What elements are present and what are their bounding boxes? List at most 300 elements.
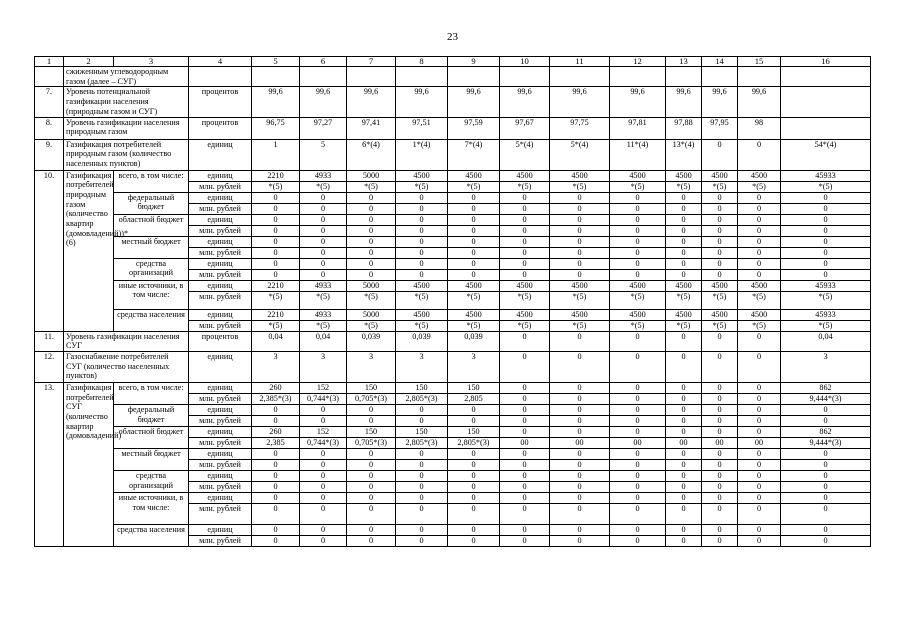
value-cell: *(5)	[738, 181, 781, 192]
value-cell: 0	[666, 426, 702, 437]
value-cell: 0	[610, 393, 666, 404]
value-cell: 0,744*(3)	[300, 393, 347, 404]
value-cell: 11*(4)	[610, 139, 666, 170]
value-cell: 0	[781, 247, 871, 258]
value-cell: 4500	[396, 309, 448, 320]
value-cell: 0	[550, 503, 610, 524]
page-number: 23	[447, 31, 458, 43]
value-cell: 0	[550, 236, 610, 247]
value-cell: 97,75	[550, 117, 610, 139]
value-cell: 0	[500, 236, 550, 247]
value-cell: 0	[300, 236, 347, 247]
value-cell: 4933	[300, 170, 347, 181]
value-cell: 0	[666, 393, 702, 404]
value-cell: 0	[610, 404, 666, 415]
value-cell: 99,6	[347, 87, 396, 117]
value-cell: 0	[666, 492, 702, 503]
value-cell: 0	[702, 415, 738, 426]
unit-cell: единиц	[189, 236, 252, 247]
value-cell: 4500	[550, 280, 610, 291]
value-cell: 0	[300, 524, 347, 535]
value-cell: 0	[500, 269, 550, 280]
value-cell: 0,04	[781, 331, 871, 351]
value-cell: 0	[252, 470, 300, 481]
unit-cell: млн. рублей	[189, 269, 252, 280]
unit-cell: млн. рублей	[189, 203, 252, 214]
value-cell: *(5)	[347, 181, 396, 192]
value-cell: 97,67	[500, 117, 550, 139]
value-cell: 0	[252, 225, 300, 236]
table-row	[35, 382, 871, 393]
row-subcategory: федеральный бюджет	[114, 404, 189, 426]
value-cell: 0	[610, 247, 666, 258]
column-header: 9	[448, 57, 500, 67]
value-cell: 0	[702, 393, 738, 404]
row-name: Газификация потребителей природным газом (количество населенных пунктов)	[64, 139, 189, 170]
value-cell: *(5)	[347, 291, 396, 309]
value-cell: 0	[702, 470, 738, 481]
row-subcategory: средства населения	[114, 309, 189, 331]
value-cell: 0	[738, 192, 781, 203]
value-cell: 0	[300, 225, 347, 236]
value-cell: 0	[781, 470, 871, 481]
row-name: сжиженным углеводородным газом (далее – СУГ)	[64, 67, 189, 87]
value-cell: 0	[300, 404, 347, 415]
value-cell: 0	[666, 524, 702, 535]
value-cell: 99,6	[610, 87, 666, 117]
value-cell: 0	[781, 236, 871, 247]
value-cell: 4500	[610, 309, 666, 320]
value-cell: 2210	[252, 170, 300, 181]
value-cell: 0	[550, 481, 610, 492]
value-cell: 4500	[610, 170, 666, 181]
value-cell: 4500	[666, 280, 702, 291]
value-cell: 2,805	[448, 393, 500, 404]
value-cell: *(5)	[500, 320, 550, 331]
value-cell: 0	[500, 331, 550, 351]
column-header: 13	[666, 57, 702, 67]
value-cell: 4500	[666, 170, 702, 181]
value-cell: 0	[610, 258, 666, 269]
value-cell: 0	[610, 426, 666, 437]
value-cell: *(5)	[702, 181, 738, 192]
value-cell: *(5)	[550, 181, 610, 192]
value-cell: 0	[448, 459, 500, 470]
value-cell: 0	[781, 503, 871, 524]
value-cell: *(5)	[448, 181, 500, 192]
column-header: 8	[396, 57, 448, 67]
value-cell: 0	[500, 503, 550, 524]
value-cell: 0	[300, 203, 347, 214]
column-header: 3	[114, 57, 189, 67]
value-cell: 0	[738, 503, 781, 524]
value-cell: 0	[781, 192, 871, 203]
table-row	[35, 470, 871, 481]
value-cell: 0	[500, 415, 550, 426]
value-cell: 0	[396, 481, 448, 492]
value-cell	[347, 67, 396, 87]
value-cell: 0	[347, 492, 396, 503]
value-cell: 99,6	[396, 87, 448, 117]
unit-cell: млн. рублей	[189, 291, 252, 309]
value-cell: 0	[396, 459, 448, 470]
value-cell: 99,6	[550, 87, 610, 117]
value-cell: 0	[666, 415, 702, 426]
value-cell: 0	[396, 535, 448, 546]
value-cell: *(5)	[702, 320, 738, 331]
value-cell: 4500	[448, 170, 500, 181]
value-cell: 0	[500, 426, 550, 437]
value-cell: 0	[300, 503, 347, 524]
value-cell: 0	[448, 236, 500, 247]
column-header: 14	[702, 57, 738, 67]
value-cell: 0	[300, 492, 347, 503]
value-cell: 0	[550, 448, 610, 459]
value-cell: *(5)	[738, 320, 781, 331]
row-name: Газоснабжение потребителей СУГ (количество населенных пунктов)	[64, 351, 189, 382]
value-cell: 0	[738, 404, 781, 415]
value-cell: 0	[666, 192, 702, 203]
unit-cell: единиц	[189, 404, 252, 415]
value-cell: 2,805*(3)	[448, 437, 500, 448]
value-cell: 0	[666, 404, 702, 415]
value-cell: *(5)	[396, 181, 448, 192]
value-cell: 0	[781, 459, 871, 470]
value-cell: 152	[300, 382, 347, 393]
value-cell: 1*(4)	[396, 139, 448, 170]
value-cell: 0	[347, 404, 396, 415]
value-cell: 862	[781, 382, 871, 393]
value-cell: 0	[252, 415, 300, 426]
row-subcategory: средства организаций	[114, 470, 189, 492]
table-body	[35, 57, 871, 547]
table-row	[35, 192, 871, 203]
value-cell: 0	[781, 225, 871, 236]
value-cell: 0	[252, 192, 300, 203]
value-cell: 0	[550, 393, 610, 404]
value-cell: 4500	[702, 309, 738, 320]
value-cell: 9,444*(3)	[781, 437, 871, 448]
value-cell: 0	[781, 535, 871, 546]
unit-cell: процентов	[189, 87, 252, 117]
column-header: 1	[35, 57, 64, 67]
value-cell: 0	[500, 459, 550, 470]
value-cell: 0	[347, 203, 396, 214]
value-cell	[781, 87, 871, 117]
value-cell: 0	[347, 258, 396, 269]
value-cell: 0	[738, 258, 781, 269]
value-cell: 0	[396, 247, 448, 258]
value-cell: *(5)	[500, 291, 550, 309]
value-cell: 0	[550, 459, 610, 470]
value-cell: 0,04	[300, 331, 347, 351]
table-row	[35, 351, 871, 382]
value-cell: 99,6	[300, 87, 347, 117]
row-subcategory: средства населения	[114, 524, 189, 546]
value-cell: 0	[702, 382, 738, 393]
unit-cell: единиц	[189, 470, 252, 481]
value-cell: 0	[252, 404, 300, 415]
column-header: 10	[500, 57, 550, 67]
value-cell: 0	[702, 404, 738, 415]
value-cell: 0	[550, 214, 610, 225]
unit-cell: млн. рублей	[189, 437, 252, 448]
value-cell: 4500	[738, 309, 781, 320]
value-cell: 0	[252, 258, 300, 269]
value-cell: 0	[610, 492, 666, 503]
value-cell: 0,744*(3)	[300, 437, 347, 448]
column-header: 5	[252, 57, 300, 67]
unit-cell: единиц	[189, 170, 252, 181]
value-cell: 0	[500, 382, 550, 393]
row-name: Уровень газификации населения СУГ	[64, 331, 189, 351]
value-cell: *(5)	[550, 320, 610, 331]
value-cell: 0	[610, 481, 666, 492]
value-cell: 0	[610, 225, 666, 236]
value-cell: 45933	[781, 280, 871, 291]
value-cell: 0	[448, 481, 500, 492]
value-cell: 0	[300, 258, 347, 269]
value-cell: 0	[448, 492, 500, 503]
value-cell: 150	[347, 426, 396, 437]
value-cell: 0	[347, 470, 396, 481]
unit-cell: млн. рублей	[189, 225, 252, 236]
value-cell: 5000	[347, 280, 396, 291]
value-cell: 0	[738, 236, 781, 247]
value-cell: *(5)	[252, 181, 300, 192]
value-cell: *(5)	[300, 291, 347, 309]
value-cell: 0	[666, 203, 702, 214]
unit-cell	[189, 67, 252, 87]
value-cell: 0	[550, 258, 610, 269]
value-cell: 0	[666, 258, 702, 269]
value-cell: 0	[500, 225, 550, 236]
value-cell: 0	[702, 448, 738, 459]
value-cell: 0	[610, 503, 666, 524]
value-cell	[448, 67, 500, 87]
value-cell: 96,75	[252, 117, 300, 139]
value-cell: 150	[448, 382, 500, 393]
value-cell: 0	[702, 247, 738, 258]
value-cell: 0	[610, 351, 666, 382]
value-cell: 0	[610, 470, 666, 481]
unit-cell: процентов	[189, 331, 252, 351]
value-cell	[610, 67, 666, 87]
value-cell: 0	[500, 481, 550, 492]
unit-cell: млн. рублей	[189, 415, 252, 426]
row-name: Газификация потребителей природным газом (количество квартир (домовладений))*(6)	[64, 170, 114, 331]
table-row	[35, 67, 871, 87]
value-cell: 4500	[500, 309, 550, 320]
table-row	[35, 139, 871, 170]
value-cell: 2,385	[252, 437, 300, 448]
row-subcategory: областной бюджет	[114, 426, 189, 448]
table-row	[35, 87, 871, 117]
value-cell: 0	[666, 459, 702, 470]
value-cell: 0	[610, 448, 666, 459]
value-cell	[396, 67, 448, 87]
unit-cell: млн. рублей	[189, 535, 252, 546]
value-cell: 0	[702, 269, 738, 280]
value-cell: 2210	[252, 309, 300, 320]
value-cell: 0	[396, 192, 448, 203]
value-cell: 2,805*(3)	[396, 437, 448, 448]
unit-cell: млн. рублей	[189, 181, 252, 192]
value-cell: 0	[347, 225, 396, 236]
value-cell: *(5)	[781, 181, 871, 192]
value-cell: 0	[738, 393, 781, 404]
value-cell: 0	[396, 269, 448, 280]
value-cell: 0	[396, 404, 448, 415]
value-cell: 97,81	[610, 117, 666, 139]
value-cell: *(5)	[396, 291, 448, 309]
value-cell: 0	[448, 225, 500, 236]
value-cell: 2210	[252, 280, 300, 291]
value-cell: 0	[738, 351, 781, 382]
value-cell: 0	[738, 426, 781, 437]
value-cell: 0	[550, 492, 610, 503]
value-cell: 0	[702, 225, 738, 236]
value-cell: 0	[500, 535, 550, 546]
table-row	[35, 258, 871, 269]
value-cell: 0	[550, 331, 610, 351]
value-cell: 0	[396, 448, 448, 459]
value-cell: 0	[396, 236, 448, 247]
value-cell: 0	[500, 492, 550, 503]
value-cell: 00	[550, 437, 610, 448]
value-cell: 0	[738, 269, 781, 280]
value-cell: 0	[252, 203, 300, 214]
value-cell: 0	[500, 524, 550, 535]
value-cell: 0	[738, 535, 781, 546]
value-cell: 0	[300, 481, 347, 492]
value-cell: 0	[300, 192, 347, 203]
column-header: 6	[300, 57, 347, 67]
value-cell	[738, 67, 781, 87]
value-cell: 0	[702, 535, 738, 546]
value-cell: 0	[702, 481, 738, 492]
indicators-table	[34, 56, 871, 547]
value-cell: *(5)	[300, 181, 347, 192]
value-cell: 0	[738, 415, 781, 426]
value-cell: 0	[448, 269, 500, 280]
unit-cell: единиц	[189, 309, 252, 320]
value-cell: 97,59	[448, 117, 500, 139]
value-cell: 0	[610, 524, 666, 535]
value-cell: *(5)	[610, 320, 666, 331]
value-cell: 0	[610, 535, 666, 546]
value-cell: 98	[738, 117, 781, 139]
table-row	[35, 448, 871, 459]
value-cell: 99,6	[738, 87, 781, 117]
value-cell: 0	[448, 192, 500, 203]
value-cell: 99,6	[500, 87, 550, 117]
value-cell: 0	[300, 535, 347, 546]
value-cell: *(5)	[396, 320, 448, 331]
value-cell: 0	[252, 481, 300, 492]
value-cell: 0	[252, 535, 300, 546]
value-cell: 0	[347, 503, 396, 524]
row-name: Уровень газификации населения природным газом	[64, 117, 189, 139]
value-cell: 4500	[396, 280, 448, 291]
value-cell: 0	[500, 247, 550, 258]
value-cell: 0	[702, 331, 738, 351]
value-cell: 45933	[781, 170, 871, 181]
value-cell: 0	[702, 524, 738, 535]
value-cell: 0	[781, 269, 871, 280]
value-cell: 260	[252, 426, 300, 437]
value-cell: 0	[738, 214, 781, 225]
value-cell: *(5)	[781, 320, 871, 331]
value-cell: 0	[610, 459, 666, 470]
header-row	[35, 57, 871, 67]
table-row	[35, 524, 871, 535]
value-cell: 0	[500, 393, 550, 404]
value-cell: 0	[500, 258, 550, 269]
row-subcategory: средства организаций	[114, 258, 189, 280]
value-cell: 0	[610, 382, 666, 393]
value-cell: 0	[300, 448, 347, 459]
value-cell: 0	[781, 258, 871, 269]
value-cell: 00	[610, 437, 666, 448]
value-cell: 150	[396, 426, 448, 437]
value-cell: 4500	[610, 280, 666, 291]
value-cell: 0	[781, 415, 871, 426]
row-name: Уровень потенциальной газификации населения (природным газом и СУГ)	[64, 87, 189, 117]
value-cell: 0	[347, 535, 396, 546]
table-row	[35, 331, 871, 351]
value-cell	[300, 67, 347, 87]
value-cell: 0	[347, 214, 396, 225]
table-row	[35, 309, 871, 320]
value-cell: 0	[702, 192, 738, 203]
value-cell: 3	[252, 351, 300, 382]
value-cell: 97,95	[702, 117, 738, 139]
column-header: 16	[781, 57, 871, 67]
value-cell: 97,27	[300, 117, 347, 139]
value-cell: 0	[300, 247, 347, 258]
value-cell: 0	[300, 415, 347, 426]
value-cell: 0	[448, 214, 500, 225]
value-cell: *(5)	[500, 181, 550, 192]
value-cell: 0	[252, 492, 300, 503]
value-cell: *(5)	[252, 320, 300, 331]
value-cell: 4500	[500, 170, 550, 181]
value-cell: 0,705*(3)	[347, 437, 396, 448]
value-cell: 0	[347, 247, 396, 258]
row-number: 12.	[35, 351, 64, 382]
value-cell: 0	[448, 470, 500, 481]
value-cell: 0	[738, 470, 781, 481]
value-cell: 0	[500, 351, 550, 382]
value-cell: 0	[738, 481, 781, 492]
value-cell: 0	[300, 470, 347, 481]
value-cell	[550, 67, 610, 87]
value-cell: 0	[396, 524, 448, 535]
value-cell: *(5)	[610, 291, 666, 309]
row-name: Газификация потребителей СУГ (количество квартир (домовладений)	[64, 382, 114, 546]
row-number: 7.	[35, 87, 64, 117]
value-cell: 7*(4)	[448, 139, 500, 170]
value-cell: 0	[702, 203, 738, 214]
value-cell: 0	[666, 481, 702, 492]
value-cell: 0	[396, 214, 448, 225]
value-cell: 9,444*(3)	[781, 393, 871, 404]
value-cell: 0	[550, 247, 610, 258]
unit-cell: млн. рублей	[189, 481, 252, 492]
value-cell: 00	[666, 437, 702, 448]
value-cell: 0	[396, 225, 448, 236]
